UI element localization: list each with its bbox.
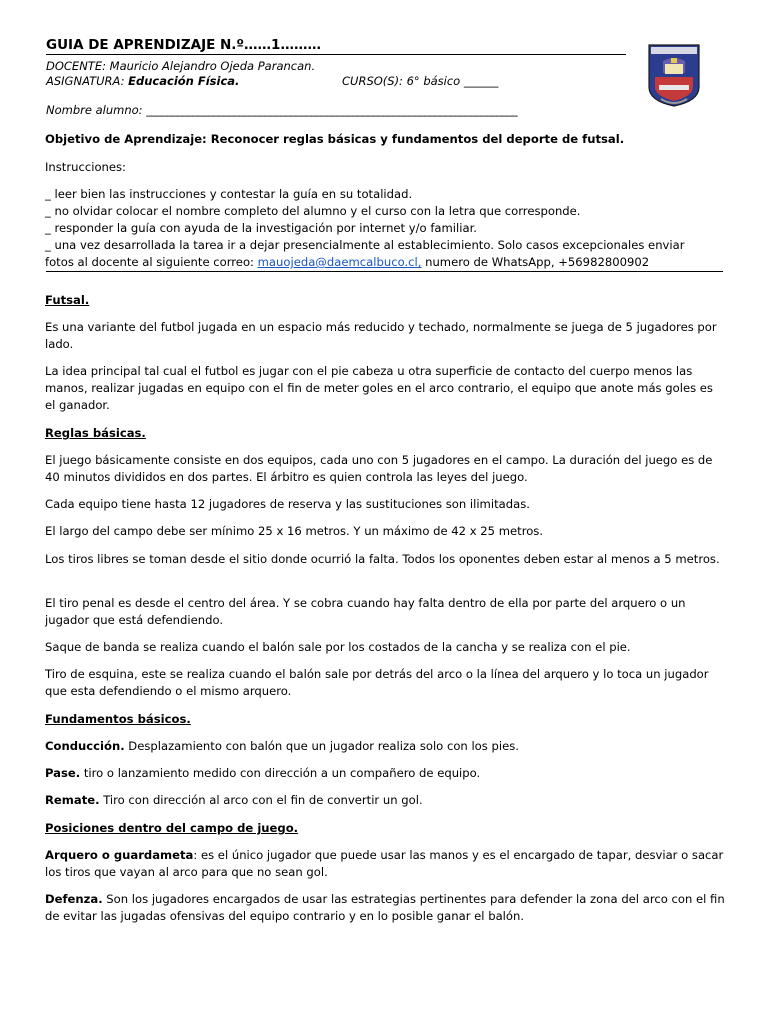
position-label: Defenza.	[45, 892, 103, 906]
fundamental-label: Conducción.	[45, 739, 125, 753]
section-divider	[46, 271, 723, 272]
rule-paragraph-3: El largo del campo debe ser mínimo 25 x 16 metros. Y un máximo de 42 x 25 metros.	[45, 524, 544, 538]
teacher-label: DOCENTE:	[46, 59, 106, 73]
positions-heading: Posiciones dentro del campo de juego.	[45, 821, 299, 835]
learning-objective: Objetivo de Aprendizaje: Reconocer reglas básicas y fundamentos del deporte de futsal.	[45, 132, 625, 146]
student-name-label: Nombre alumno:	[46, 103, 143, 117]
position-item	[45, 847, 725, 881]
fundamentals-heading: Fundamentos básicos.	[45, 712, 191, 726]
email-link[interactable]: mauojeda@daemcalbuco.cl,	[257, 255, 422, 269]
instruction-1: _ leer bien las instrucciones y contestar la guía en su totalidad.	[45, 187, 413, 201]
fundamental-item	[45, 792, 725, 809]
fundamental-label: Remate.	[45, 793, 100, 807]
rule-paragraph-1: El juego básicamente consiste en dos equipos, cada uno con 5 jugadores en el campo. La duración del juego es de 40 minutos divididos en dos partes. El árbitro es quien controla las leyes del juego.	[45, 453, 713, 484]
position-text: Son los jugadores encargados de usar las estrategias pertinentes para defender la zona del arco con el fin de evitar las jugadas ofensivas del equipo contrario y en lo posible ganar el balón.	[45, 892, 725, 923]
rule-paragraph-6: Saque de banda se realiza cuando el balón sale por los costados de la cancha y se realiza con el pie.	[45, 640, 631, 654]
fundamental-text: Desplazamiento con balón que un jugador realiza solo con los pies.	[124, 739, 519, 753]
position-label: Arquero o guardameta	[45, 848, 194, 862]
course-label: CURSO(S):	[342, 74, 403, 88]
fundamental-text: Tiro con dirección al arco con el fin de convertir un gol.	[99, 793, 423, 807]
rule-paragraph-5: El tiro penal es desde el centro del área. Y se cobra cuando hay falta dentro de ella por parte del arquero o un jugador que está defendiendo.	[45, 596, 686, 627]
school-crest-icon	[641, 41, 707, 109]
instruction-3: _ responder la guía con ayuda de la investigación por internet y/o familiar.	[45, 221, 477, 235]
rules-heading: Reglas básicas.	[45, 426, 146, 440]
subject-label: ASIGNATURA:	[46, 74, 125, 88]
rule-paragraph-7: Tiro de esquina, este se realiza cuando el balón sale por detrás del arco o la línea del arquero y lo toca un jugador que esta defendiendo o el mismo arquero.	[45, 667, 709, 698]
position-text: : es el único jugador que puede usar las manos y es el encargado de tapar, desviar o sacar los tiros que vayan al arco para que no sean gol.	[45, 848, 724, 879]
student-name-line	[46, 103, 517, 117]
course-value: 6° básico ______	[406, 74, 499, 88]
teacher-name: Mauricio Alejandro Ojeda Parancan.	[109, 59, 316, 73]
title-divider	[46, 54, 626, 55]
guide-title: GUIA DE APRENDIZAJE N.º……1………	[46, 37, 321, 53]
fundamental-text: tiro o lanzamiento medido con dirección a un compañero de equipo.	[80, 766, 481, 780]
contact-prefix: fotos al docente al siguiente correo:	[45, 255, 258, 269]
futsal-paragraph-2: La idea principal tal cual el futbol es jugar con el pie cabeza u otra superficie de contacto del cuerpo menos las manos, realizar jugadas en equipo con el fin de meter goles en el arco contrario, el equipo que anote más goles es el ganador.	[45, 364, 713, 412]
subject-value: Educación Física.	[128, 74, 240, 88]
fundamental-item	[45, 765, 725, 782]
instruction-contact	[45, 254, 725, 271]
rule-paragraph-2: Cada equipo tiene hasta 12 jugadores de reserva y las sustituciones son ilimitadas.	[45, 497, 530, 511]
fundamental-label: Pase.	[45, 766, 81, 780]
subject-line	[46, 74, 239, 88]
instruction-2: _ no olvidar colocar el nombre completo del alumno y el curso con la letra que corresponde.	[45, 204, 581, 218]
course-line	[342, 74, 498, 88]
teacher-line	[46, 59, 315, 73]
instruction-4: _ una vez desarrollada la tarea ir a dejar presencialmente al establecimiento. Solo casos excepcionales enviar	[45, 238, 685, 252]
instructions-title: Instrucciones:	[45, 160, 126, 174]
fundamental-item	[45, 738, 725, 755]
rule-paragraph-4: Los tiros libres se toman desde el sitio donde ocurrió la falta. Todos los oponentes deben estar al menos a 5 metros.	[45, 552, 720, 566]
position-item	[45, 891, 725, 925]
futsal-paragraph-1: Es una variante del futbol jugada en un espacio más reducido y techado, normalmente se juega de 5 jugadores por lado.	[45, 320, 717, 351]
student-name-blank[interactable]: ________________________________________________________________________	[146, 103, 518, 117]
contact-suffix: numero de WhatsApp, +56982800902	[421, 255, 650, 269]
futsal-heading: Futsal.	[45, 293, 90, 307]
